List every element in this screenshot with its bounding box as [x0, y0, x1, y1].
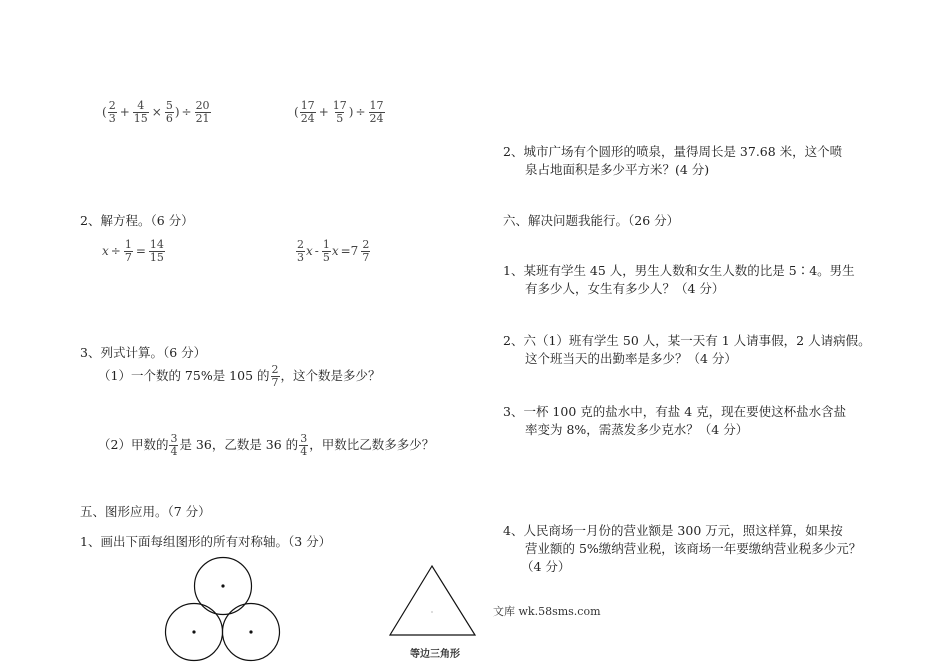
fraction: $\frac{3}{4}$ — [300, 432, 308, 458]
section-6-question-2-line-1: 2、六（1）班有学生 50 人，某一天有 1 人请事假，2 人请病假。 — [503, 333, 871, 348]
paren-open: ( — [102, 105, 107, 119]
center-dot — [431, 611, 432, 612]
section-6-question-4-line-2: 营业额的 5%缴纳营业税，该商场一年要缴纳营业税多少元？ — [525, 541, 862, 556]
fraction: $\frac{20}{21}$ — [195, 99, 210, 125]
equals-seven: =7 — [340, 244, 359, 258]
plus-sign: + — [318, 105, 329, 119]
right-question-2-line-2: 泉占地面积是多少平方米？(4 分) — [525, 162, 710, 177]
expression-1 — [102, 100, 212, 125]
fraction: $\frac{17}{5}$ — [332, 99, 347, 125]
section-6-question-4-line-3: （4 分） — [521, 559, 571, 574]
variable-x: x — [306, 244, 313, 258]
fraction: $\frac{2}{7}$ — [362, 238, 370, 264]
fraction: $\frac{14}{15}$ — [149, 238, 164, 264]
section-6-question-2-line-2: 这个班当天的出勤率是多少？（4 分） — [525, 351, 737, 366]
fraction: $\frac{5}{6}$ — [165, 99, 173, 125]
equilateral-triangle — [390, 566, 475, 635]
divide-sign: ÷ — [355, 105, 366, 119]
watermark-text: 文库 wk.58sms.com — [493, 605, 601, 618]
times-sign: × — [151, 105, 162, 119]
fraction: $\frac{17}{24}$ — [369, 99, 384, 125]
paren-open: ( — [294, 105, 299, 119]
fraction: $\frac{3}{4}$ — [170, 432, 178, 458]
section-5-title: 五、图形应用。（7 分） — [80, 504, 211, 519]
center-dot — [192, 630, 195, 633]
fraction: $\frac{2}{3}$ — [297, 238, 304, 264]
fraction: $\frac{4}{15}$ — [133, 99, 148, 125]
text: ，甲数比乙数多多少？ — [309, 437, 435, 452]
paren-close: ) — [174, 105, 180, 119]
section-6-question-1-line-1: 1、某班有学生 45 人，男生人数和女生人数的比是 5∶4。男生 — [503, 263, 855, 278]
equation-1 — [102, 239, 166, 264]
fraction: $\frac{1}{5}$ — [322, 238, 330, 264]
section-6-question-3-line-2: 率变为 8%，需蒸发多少克水？（4 分） — [525, 422, 749, 437]
plus-sign: + — [119, 105, 130, 119]
question-3-title: 3、列式计算。（6 分） — [80, 345, 207, 360]
center-dot — [221, 584, 224, 587]
expression-2 — [294, 100, 386, 125]
paren-close: ) — [348, 105, 354, 119]
fraction: $\frac{1}{7}$ — [124, 238, 132, 264]
fraction: $\frac{17}{24}$ — [300, 99, 315, 125]
fraction: $\frac{2}{7}$ — [271, 363, 279, 389]
variable-x: x — [331, 244, 339, 258]
center-dot — [249, 630, 252, 633]
text: （1）一个数的 75%是 105 的 — [98, 368, 270, 383]
equation-2 — [295, 239, 371, 264]
minus-sign: - — [314, 244, 319, 258]
fraction: $\frac{2}{3}$ — [108, 99, 116, 125]
divide-sign: ÷ — [110, 244, 121, 258]
text: 是 36，乙数是 36 的 — [179, 437, 299, 452]
triangle-label: 等边三角形 — [410, 649, 460, 660]
divide-sign: ÷ — [181, 105, 192, 119]
three-circles-figure — [160, 556, 290, 666]
question-3-1 — [98, 364, 381, 389]
question-2-title: 2、解方程。（6 分） — [80, 213, 194, 228]
question-3-2 — [98, 433, 434, 458]
text: ，这个数是多少？ — [280, 368, 381, 383]
section-6-question-3-line-1: 3、一杯 100 克的盐水中，有盐 4 克，现在要使这杯盐水含盐 — [503, 404, 847, 419]
section-6-title: 六、解决问题我能行。（26 分） — [503, 213, 680, 228]
section-6-question-4-line-1: 4、人民商场一月份的营业额是 300 万元，照这样算，如果按 — [503, 523, 843, 538]
right-question-2-line-1: 2、城市广场有个圆形的喷泉，量得周长是 37.68 米，这个喷 — [503, 144, 843, 159]
variable-x: x — [102, 244, 109, 258]
equals-sign: = — [135, 244, 146, 258]
section-6-question-1-line-2: 有多少人，女生有多少人？（4 分） — [525, 281, 725, 296]
section-5-question-1: 1、画出下面每组图形的所有对称轴。（3 分） — [80, 534, 332, 549]
text: （2）甲数的 — [98, 437, 169, 452]
equilateral-triangle-figure — [386, 562, 482, 640]
